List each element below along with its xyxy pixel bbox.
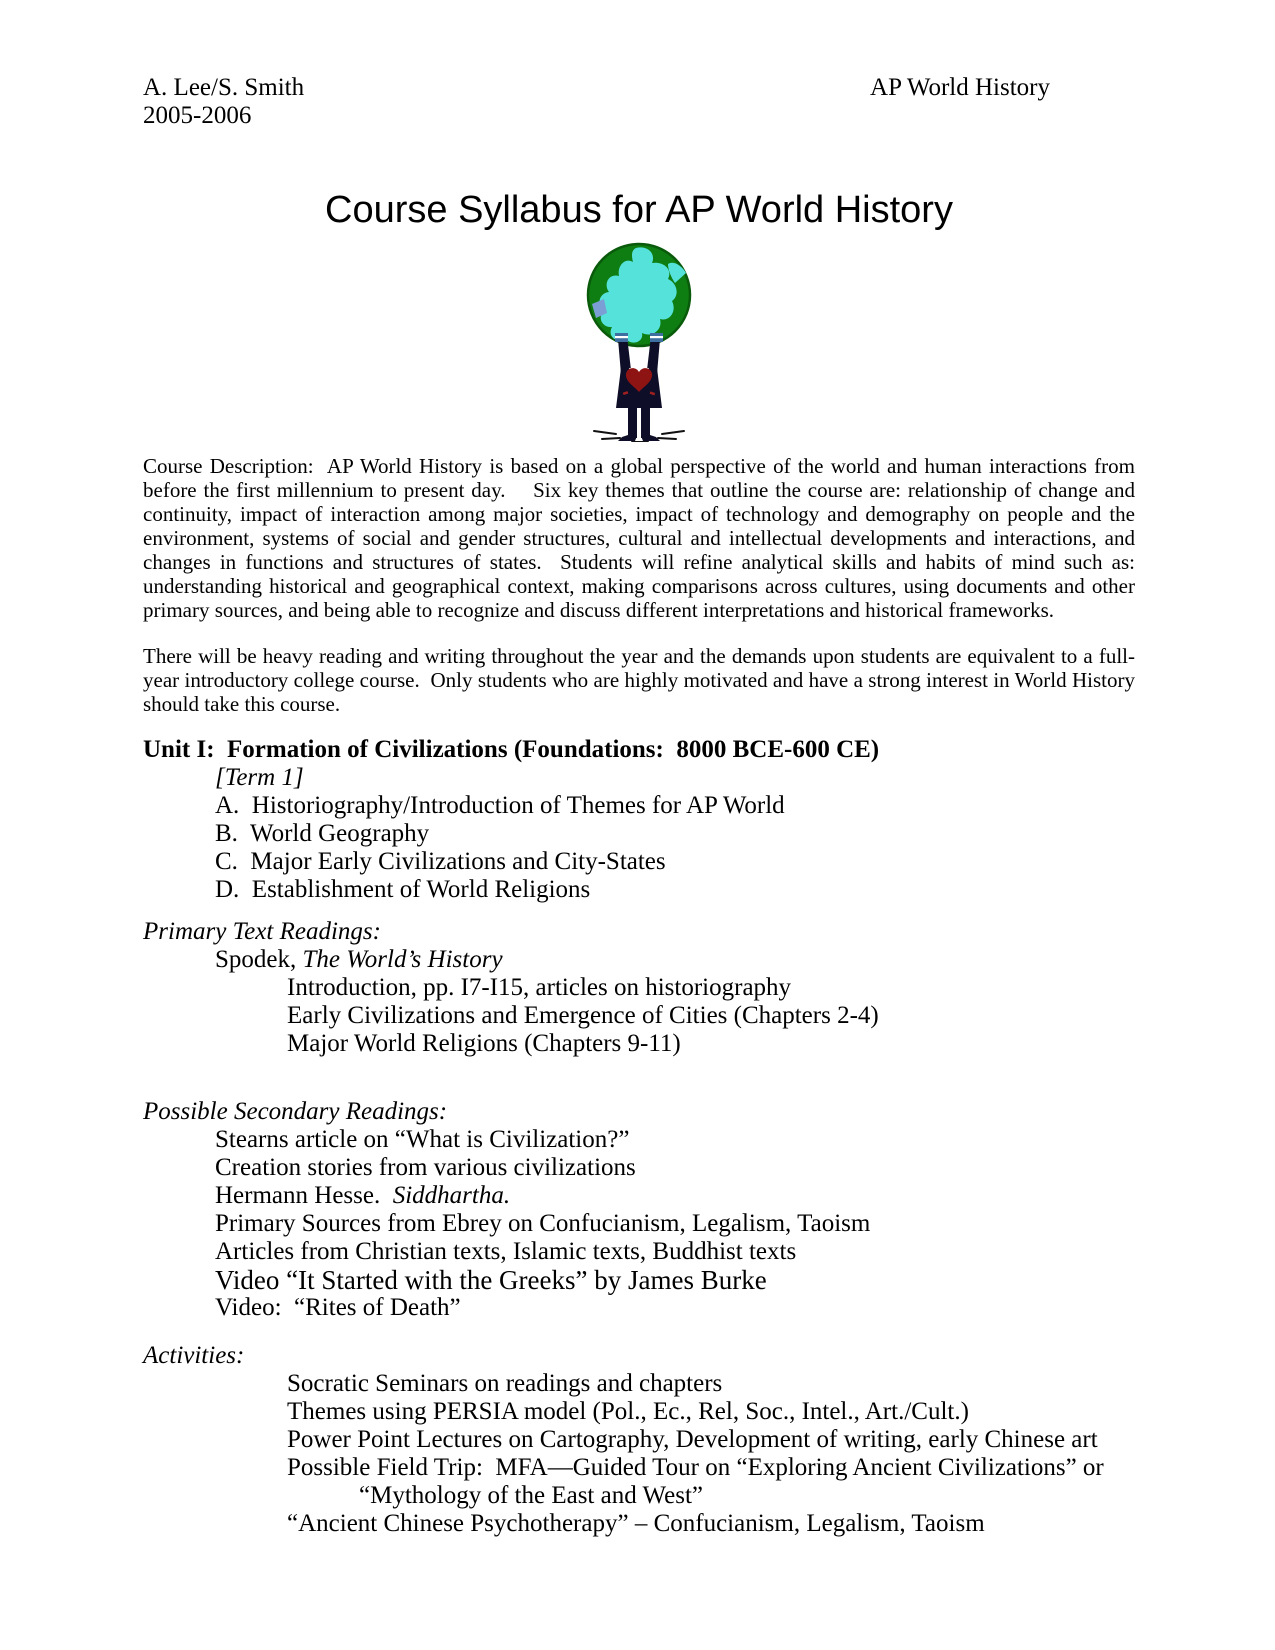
- man-left-leg: [628, 408, 637, 438]
- unit1-term: [Term 1]: [215, 764, 304, 791]
- header-instructors: A. Lee/S. Smith: [143, 74, 305, 101]
- secondary-reading-video-greeks: Video “It Started with the Greeks” by James Burke: [215, 1265, 767, 1295]
- activity-item: Themes using PERSIA model (Pol., Ec., Rel, Soc., Intel., Art./Cult.): [287, 1398, 969, 1425]
- activity-item: Possible Field Trip: MFA—Guided Tour on “Exploring Ancient Civilizations” or: [287, 1454, 1104, 1481]
- header-left: [143, 74, 304, 130]
- primary-reading-item: Major World Religions (Chapters 9-11): [287, 1030, 681, 1057]
- primary-reading-item: Introduction, pp. I7-I15, articles on historiography: [287, 974, 792, 1001]
- unit1-topic-b: B. World Geography: [215, 820, 430, 847]
- man-left-cuff-stripe: [615, 336, 628, 338]
- secondary-reading-item: Creation stories from various civilizations: [215, 1154, 636, 1181]
- secondary-reading-item: Stearns article on “What is Civilization?”: [215, 1126, 630, 1153]
- secondary-reading-item: Articles from Christian texts, Islamic texts, Buddhist texts: [215, 1238, 797, 1265]
- book-author: Spodek,: [215, 946, 303, 973]
- secondary-reading-video-rites: Video: “Rites of Death”: [215, 1294, 461, 1321]
- unit1-topic-c: C. Major Early Civilizations and City-States: [215, 848, 666, 875]
- secondary-readings-section: [143, 1098, 1135, 1322]
- activities-section: [143, 1342, 1135, 1538]
- unit1-topic-a: A. Historiography/Introduction of Themes for AP World: [215, 792, 785, 819]
- primary-readings-section: [143, 918, 1135, 1058]
- header-course-name: AP World History: [870, 74, 1050, 101]
- book-title: The World’s History: [302, 946, 503, 973]
- globe-person-clipart-image: [574, 242, 704, 442]
- primary-readings-heading: Primary Text Readings:: [143, 918, 381, 945]
- unit1-heading: Unit I: Formation of Civilizations (Foundations: 8000 BCE-600 CE): [143, 736, 880, 763]
- clipart-container: [143, 242, 1135, 442]
- hesse-author: Hermann Hesse.: [215, 1182, 393, 1209]
- unit1-section: [143, 736, 1135, 904]
- secondary-reading-item: Primary Sources from Ebrey on Confucianism, Legalism, Taoism: [215, 1210, 871, 1237]
- unit1-topic-d: D. Establishment of World Religions: [215, 876, 591, 903]
- hesse-title: Siddhartha.: [392, 1182, 511, 1209]
- man-right-leg: [641, 408, 650, 438]
- primary-reading-item: Early Civilizations and Emergence of Cities (Chapters 2-4): [287, 1002, 879, 1029]
- ground-shadow-lines: [594, 431, 684, 442]
- page-header: [143, 74, 1135, 130]
- man-right-cuff-stripe: [650, 336, 663, 338]
- commitment-paragraph: There will be heavy reading and writing throughout the year and the demands upon students are equivalent to a full-year introductory college course. Only students who are highly motivated and have a strong interest in World History should take this course.: [143, 644, 1141, 716]
- activity-item: “Ancient Chinese Psychotherapy” – Confucianism, Legalism, Taoism: [287, 1510, 985, 1537]
- course-description-paragraph: Course Description: AP World History is based on a global perspective of the world and human interactions from before the first millennium to present day. Six key themes that outline the course are: relationship of change and continuity, impact of interaction among major societies, impact of technology and demography on people and the environment, systems of social and gender structures, cultural and intellectual developments and interactions, and changes in functions and structures of states. Students will refine analytical skills and habits of mind such as: understanding historical and geographical context, making comparisons across cultures, using documents and other primary sources, and being able to recognize and discuss different interpretations and historical frameworks.: [143, 454, 1141, 622]
- page-title: Course Syllabus for AP World History: [325, 189, 953, 231]
- secondary-reading-hesse: [215, 1182, 1135, 1210]
- activities-heading: Activities:: [143, 1342, 245, 1369]
- header-school-year: 2005-2006: [143, 102, 252, 129]
- secondary-readings-heading: Possible Secondary Readings:: [143, 1098, 448, 1125]
- activity-item: Power Point Lectures on Cartography, Development of writing, early Chinese art: [287, 1426, 1098, 1453]
- primary-readings-book: [215, 946, 1135, 974]
- activity-field-trip-continuation: “Mythology of the East and West”: [359, 1482, 703, 1509]
- activity-item: Socratic Seminars on readings and chapters: [287, 1370, 723, 1397]
